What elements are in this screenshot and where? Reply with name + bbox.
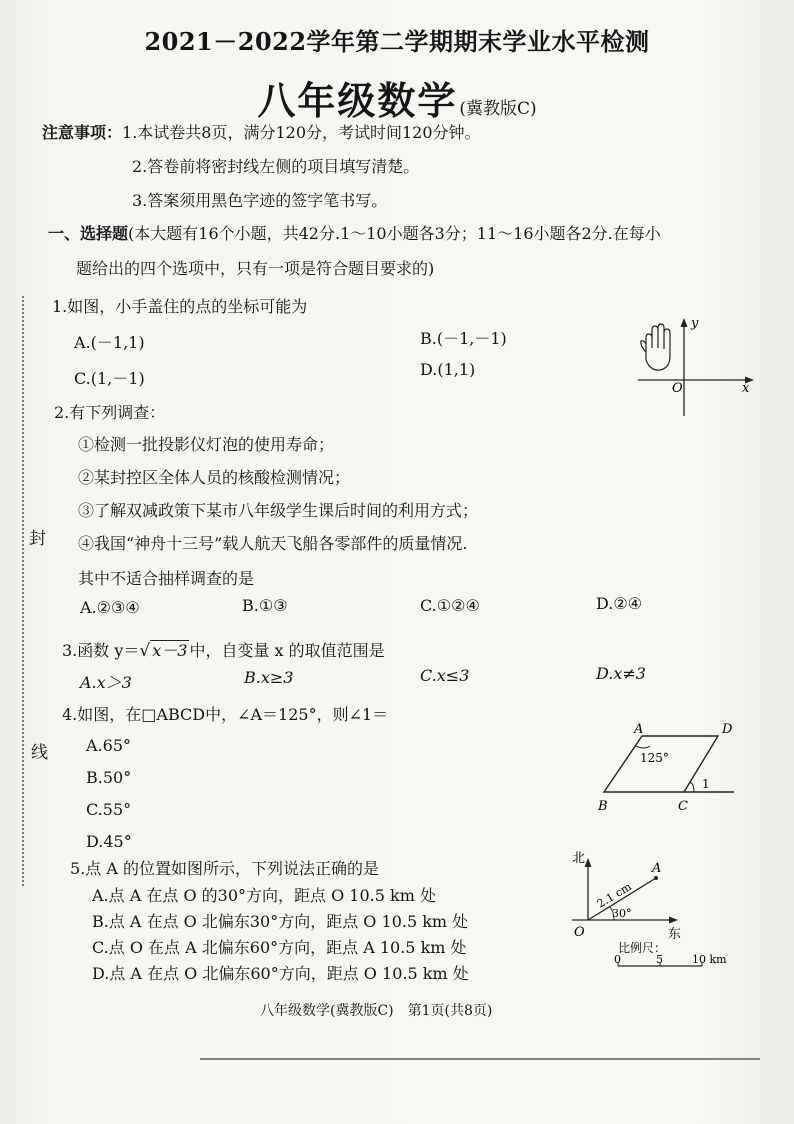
q5-scale-label: 比例尺：	[618, 941, 667, 955]
q5-scale-5: 5	[656, 953, 663, 966]
exam-title: 2021－2022学年第二学期期末学业水平检测	[144, 27, 650, 56]
q3-stem-post: 中，自变量 x 的取值范围是	[189, 641, 385, 660]
q5-direction-figure	[562, 846, 742, 980]
q1-option-a: A.(－1,1)	[74, 333, 145, 352]
subject-name: 八年级数学	[257, 78, 458, 123]
q4-label-b: B	[598, 799, 608, 814]
q3-option-d: D.x≠3	[596, 664, 646, 683]
q3-option-a: A.x＞3	[80, 673, 132, 692]
q5-option-b: B.点 A 在点 O 北偏东30°方向，距点 O 10.5 km 处	[92, 912, 469, 931]
seal-char-feng: 封	[29, 529, 46, 549]
q2-item: ①检测一批投影仪灯泡的使用寿命；	[78, 435, 335, 454]
q3-option-c: C.x≤3	[420, 666, 470, 685]
q5-option-d: D.点 A 在点 O 北偏东60°方向，距点 O 10.5 km 处	[92, 964, 469, 983]
section1-desc: (本大题有16个小题，共42分.1～10小题各3分；11～16小题各2分.在每小	[128, 224, 661, 243]
q4-label-d: D	[722, 722, 733, 737]
q1-option-d: D.(1,1)	[420, 360, 476, 379]
q5-east-label: 东	[668, 927, 682, 942]
bottom-rule	[200, 1058, 760, 1060]
section1-heading	[48, 221, 661, 244]
sqrt-sign: √	[139, 641, 151, 661]
q4-label-a: A	[634, 722, 644, 737]
q2-item: ②某封控区全体人员的核酸检测情况；	[78, 468, 351, 487]
hand-icon	[641, 324, 670, 370]
q5-option-a: A.点 A 在点 O 的30°方向，距点 O 10.5 km 处	[92, 886, 436, 905]
notes-line-1	[42, 120, 481, 143]
section1-title: 一、选择题	[48, 224, 129, 243]
subject-title	[0, 70, 794, 125]
q4-option-d: D.45°	[86, 832, 132, 851]
q2-option-c: C.①②④	[420, 596, 480, 615]
q2-option-d: D.②④	[596, 594, 643, 613]
note-item: 3.答案须用黑色字迹的签字笔书写。	[132, 191, 388, 210]
q2-item: ③了解双减政策下某市八年级学生课后时间的利用方式；	[78, 501, 479, 520]
q1-option-b: B.(－1,－1)	[420, 329, 507, 348]
q2-option-a: A.②③④	[80, 598, 140, 617]
q4-parallelogram-figure	[590, 718, 750, 822]
seal-dotted-line	[22, 296, 28, 886]
q1-option-c: C.(1,－1)	[74, 369, 145, 388]
q5-point-a-label: A	[652, 861, 662, 876]
q1-stem: 1.如图，小手盖住的点的坐标可能为	[52, 297, 308, 316]
q2-question: 其中不适合抽样调查的是	[78, 569, 255, 588]
q1-x-label: x	[742, 381, 750, 396]
q4-option-c: C.55°	[86, 800, 132, 819]
q2-option-b: B.①③	[242, 596, 288, 615]
note-item: 1.本试卷共8页，满分120分，考试时间120分钟。	[122, 123, 481, 142]
q1-origin-label: O	[672, 381, 683, 396]
q4-angle-label: 125°	[640, 751, 669, 765]
note-item: 2.答卷前将密封线左侧的项目填写清楚。	[132, 157, 420, 176]
q3-stem-pre: 3.函数 y＝	[62, 641, 140, 660]
q5-origin-label: O	[574, 925, 585, 940]
edition-label: (冀教版C)	[459, 99, 537, 119]
q1-coordinate-figure	[632, 316, 760, 420]
q5-scale-0: 0	[614, 953, 621, 966]
q5-option-c: C.点 O 在点 A 北偏东60°方向，距点 A 10.5 km 处	[92, 938, 467, 957]
q2-item: ④我国“神舟十三号”载人航天飞船各零部件的质量情况.	[78, 534, 468, 553]
q4-stem: 4.如图，在□ABCD中，∠A＝125°，则∠1＝	[62, 705, 389, 724]
seal-char-xian: 线	[31, 743, 48, 763]
q5-stem: 5.点 A 的位置如图所示，下列说法正确的是	[70, 859, 379, 878]
q5-north-label: 北	[572, 851, 586, 866]
q2-stem: 2.有下列调查：	[54, 403, 166, 422]
q4-option-b: B.50°	[86, 768, 132, 787]
q3-radicand: x－3	[152, 641, 188, 660]
q1-y-label: y	[691, 316, 699, 331]
q5-scale-10: 10 km	[692, 953, 727, 966]
q4-option-a: A.65°	[86, 736, 131, 755]
q3-option-b: B.x≥3	[244, 668, 294, 687]
q4-label-c: C	[678, 799, 688, 814]
section1-desc-2: 题给出的四个选项中，只有一项是符合题目要求的)	[76, 259, 435, 278]
q5-angle-label: 30°	[612, 907, 632, 920]
notes-label: 注意事项：	[42, 123, 123, 142]
q3-stem	[62, 638, 385, 661]
q4-angle-1-label: 1	[702, 777, 710, 791]
q5-distance-label: 2.1 cm	[594, 880, 634, 911]
page-footer: 八年级数学(冀教版C) 第1页(共8页)	[260, 1003, 493, 1019]
